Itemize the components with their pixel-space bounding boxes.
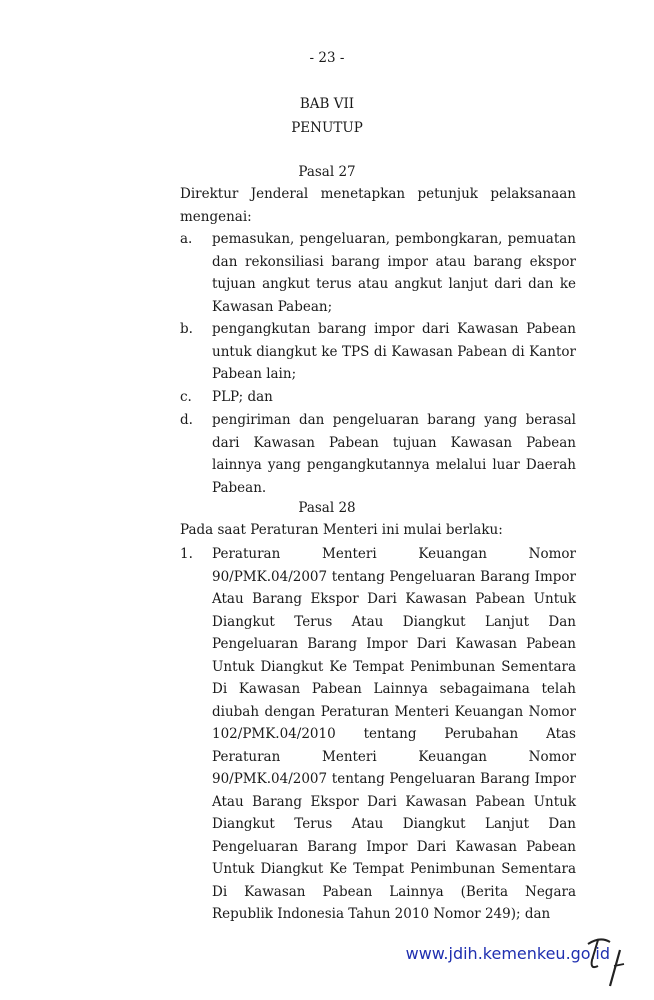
- list-marker: d.: [180, 412, 193, 428]
- list-marker: a.: [180, 231, 193, 247]
- footer-url[interactable]: www.jdih.kemenkeu.go.id: [405, 944, 610, 963]
- list-item-text: pengangkutan barang impor dari Kawasan Pabean untuk diangkut ke TPS di Kawasan Pabean di Kantor Pabean lain;: [212, 321, 576, 382]
- list-item-text: PLP; dan: [212, 389, 273, 405]
- pasal-27-heading: Pasal 27: [298, 164, 356, 180]
- list-marker: c.: [180, 389, 192, 405]
- list-item-text: pemasukan, pengeluaran, pembongkaran, pemuatan dan rekonsiliasi barang impor atau barang ekspor tujuan angkut terus atau angkut lanjut dari dan ke Kawasan Pabean;: [212, 231, 576, 315]
- list-item: [180, 386, 576, 409]
- list-marker: b.: [180, 321, 193, 337]
- chapter-subtitle: PENUTUP: [291, 120, 363, 136]
- list-item: [180, 409, 576, 499]
- paraf-signature-icon: [580, 930, 630, 990]
- chapter-title: BAB VII: [299, 96, 355, 112]
- list-item-text: Peraturan Menteri Keuangan Nomor 90/PMK.04/2007 tentang Pengeluaran Barang Impor Atau Barang Ekspor Dari Kawasan Pabean Untuk Diangkut Terus Atau Diangkut Lanjut Dan Pengeluaran Barang Impor Dari Kawasan Pabean Untuk Diangkut Ke Tempat Penimbunan Sementara Di Kawasan Pabean Lainnya sebagaimana telah diubah dengan Peraturan Menteri Keuangan Nomor 102/PMK.04/2010 tentang Perubahan Atas Peraturan Menteri Keuangan Nomor 90/PMK.04/2007 tentang Pengeluaran Barang Impor Atau Barang Ekspor Dari Kawasan Pabean Untuk Diangkut Terus Atau Diangkut Lanjut Dan Pengeluaran Barang Impor Dari Kawasan Pabean Untuk Diangkut Ke Tempat Penimbunan Sementara Di Kawasan Pabean Lainnya (Berita Negara Republik Indonesia Tahun 2010 Nomor 249); dan: [212, 546, 576, 922]
- list-item: [180, 228, 576, 318]
- list-marker: 1.: [180, 546, 193, 562]
- list-item-text: pengiriman dan pengeluaran barang yang berasal dari Kawasan Pabean tujuan Kawasan Pabean lainnya yang pengangkutannya melalui luar Daerah Pabean.: [212, 412, 576, 496]
- page-number: - 23 -: [309, 50, 345, 66]
- pasal-28-intro: Pada saat Peraturan Menteri ini mulai berlaku:: [180, 522, 503, 538]
- list-item: [180, 543, 576, 926]
- list-item: [180, 318, 576, 386]
- pasal-27-intro: Direktur Jenderal menetapkan petunjuk pelaksanaan mengenai:: [180, 186, 576, 225]
- pasal-28-heading: Pasal 28: [298, 500, 356, 516]
